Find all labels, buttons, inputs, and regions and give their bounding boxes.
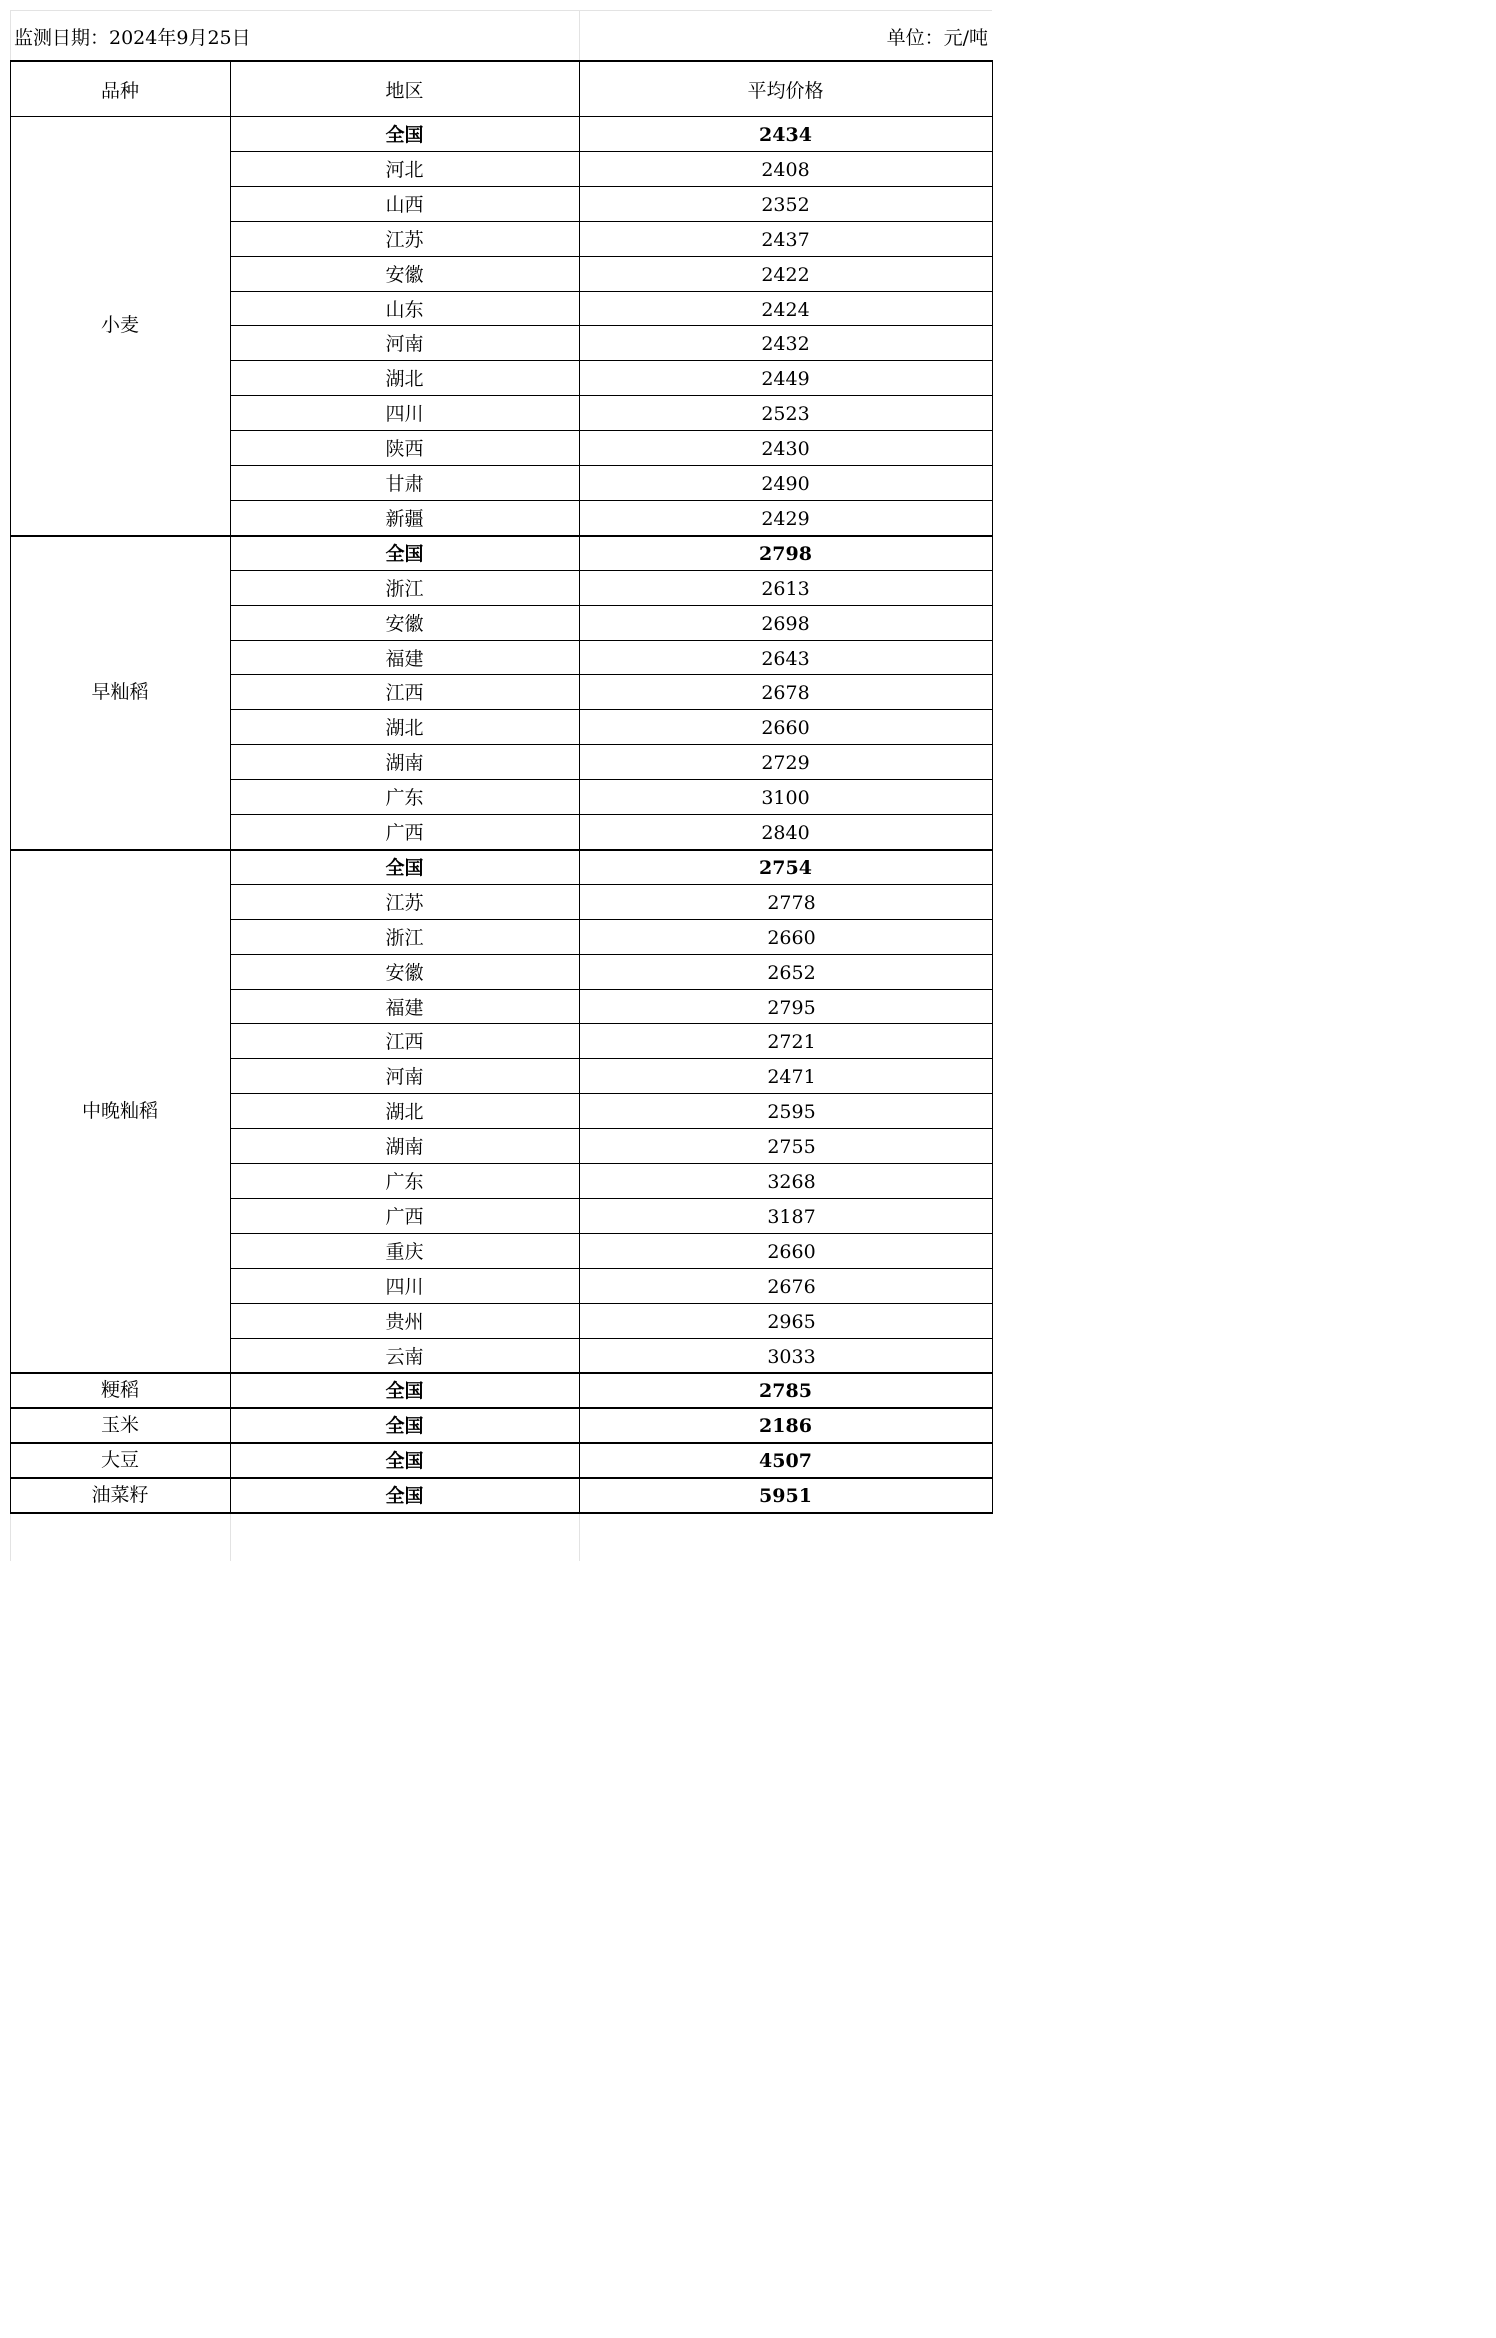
price-cell: 3100 [761,787,810,810]
variety-label: 玉米 [100,1413,139,1436]
variety-label: 油菜籽 [91,1483,149,1506]
region-cell: 湖北 [385,368,424,391]
region-cell: 湖北 [385,717,424,740]
group-bottom-border [10,535,993,537]
price-cell: 2186 [759,1415,812,1438]
grid-bottom-line-1 [230,1511,231,1561]
row-border [230,1093,993,1094]
grid-mid-line [579,10,580,62]
region-cell: 陕西 [385,438,424,461]
region-cell: 贵州 [385,1310,424,1333]
grid-left-line [10,10,11,62]
region-cell: 江西 [385,682,424,705]
table-right-border [992,1373,993,1408]
table-left-border [10,1478,11,1513]
region-cell: 湖南 [385,1136,424,1159]
group-bottom-border [10,1407,993,1409]
row-border [230,744,993,745]
header-left-border [10,61,11,117]
row-border [230,1023,993,1024]
row-border [230,1233,993,1234]
region-cell: 全国 [385,1380,424,1403]
region-cell: 河南 [385,333,424,356]
variety-label: 中晚籼稻 [81,1099,158,1122]
price-cell: 2429 [761,507,810,530]
row-border [230,1163,993,1164]
group-bottom-border [10,1372,993,1374]
region-cell: 广西 [385,1205,424,1228]
price-cell: 2434 [759,124,812,146]
region-cell: 新疆 [385,507,424,530]
price-cell: 2352 [761,193,810,216]
price-cell: 2660 [767,926,816,949]
price-cell: 2840 [761,822,810,844]
group-bottom-border [10,1512,993,1514]
row-border [230,1198,993,1199]
region-cell: 全国 [385,1415,424,1438]
price-cell: 3268 [767,1171,816,1193]
price-cell: 2678 [761,682,810,705]
variety-label: 早籼稻 [91,680,149,703]
region-cell: 浙江 [385,577,424,600]
row-border [230,605,993,606]
table-right-border [992,117,993,536]
price-cell: 2432 [761,333,810,356]
price-cell: 2471 [767,1066,816,1089]
region-cell: 江西 [385,1031,424,1054]
price-cell: 2755 [767,1136,816,1159]
column-header-variety: 品种 [100,80,139,102]
price-cell: 2778 [767,891,816,914]
column-divider-2 [579,850,580,1374]
price-cell: 4507 [759,1450,812,1473]
price-cell: 2660 [767,1240,816,1263]
row-border [230,1128,993,1129]
grid-bottom-line-2 [579,1511,580,1561]
region-cell: 江苏 [385,228,424,251]
region-cell: 山东 [385,298,424,321]
region-cell: 安徽 [385,961,424,984]
grid-bottom-line-0 [10,1511,11,1561]
row-border [230,779,993,780]
price-cell: 2595 [767,1101,816,1124]
price-cell: 2729 [761,752,810,775]
price-cell: 3187 [767,1205,816,1228]
region-cell: 湖北 [385,1101,424,1124]
region-cell: 浙江 [385,926,424,949]
variety-label: 小麦 [100,314,139,337]
price-cell: 2798 [759,542,812,565]
row-border [230,186,993,187]
row-border [230,395,993,396]
row-border [230,1058,993,1059]
price-cell: 2676 [767,1275,816,1298]
table-right-border [992,536,993,850]
row-border [230,989,993,990]
price-cell: 2490 [761,473,810,495]
price-cell: 2408 [761,158,810,181]
price-cell: 2437 [761,228,810,251]
region-cell: 安徽 [385,263,424,286]
header-bottom-border [10,116,993,117]
row-border [230,884,993,885]
region-cell: 全国 [385,124,424,146]
table-left-border [10,1408,11,1443]
row-border [230,1268,993,1269]
region-cell: 福建 [385,996,424,1019]
region-cell: 全国 [385,1450,424,1473]
row-border [230,674,993,675]
price-cell: 2613 [761,577,810,600]
row-border [230,954,993,955]
price-cell: 2754 [759,856,812,879]
row-border [230,221,993,222]
price-cell: 2652 [767,961,816,984]
row-border [230,430,993,431]
grid-top-line [10,10,992,11]
row-border [230,1303,993,1304]
row-border [230,256,993,257]
group-bottom-border [10,1477,993,1479]
unit-label: 单位：元/吨 [886,27,988,49]
price-cell: 2449 [761,368,810,391]
region-cell: 河南 [385,1066,424,1089]
table-right-border [992,1443,993,1478]
price-cell: 3033 [767,1345,816,1368]
group-bottom-border [10,1442,993,1444]
table-left-border [10,117,11,536]
variety-label: 粳稻 [100,1378,139,1401]
region-cell: 重庆 [385,1240,424,1263]
region-cell: 广东 [385,787,424,810]
region-cell: 甘肃 [385,473,424,495]
region-cell: 安徽 [385,612,424,635]
row-border [230,151,993,152]
table-left-border [10,536,11,850]
column-header-price: 平均价格 [747,80,824,102]
row-border [230,500,993,501]
region-cell: 湖南 [385,752,424,775]
table-left-border [10,1373,11,1408]
table-right-border [992,1408,993,1443]
region-cell: 四川 [385,1275,424,1298]
monitor-date: 监测日期：2024年9月25日 [14,27,251,49]
price-cell: 2721 [767,1031,816,1054]
header-col-divider-1 [230,61,231,117]
row-border [230,919,993,920]
table-right-border [992,1478,993,1513]
price-cell: 2785 [759,1380,812,1403]
variety-label: 大豆 [100,1448,139,1471]
row-border [230,360,993,361]
row-border [230,640,993,641]
table-left-border [10,1443,11,1478]
region-cell: 江苏 [385,891,424,914]
region-cell: 广东 [385,1171,424,1193]
region-cell: 四川 [385,403,424,426]
price-cell: 2660 [761,717,810,740]
price-cell: 2523 [761,403,810,426]
region-cell: 云南 [385,1345,424,1368]
price-table-sheet [0,0,1000,1563]
region-cell: 全国 [385,542,424,565]
region-cell: 全国 [385,856,424,879]
row-border [230,709,993,710]
header-col-divider-2 [579,61,580,117]
row-border [230,291,993,292]
row-border [230,465,993,466]
price-cell: 2422 [761,263,810,286]
row-border [230,325,993,326]
row-border [230,570,993,571]
price-cell: 2643 [761,647,810,670]
price-cell: 2424 [761,298,810,321]
price-cell: 2430 [761,438,810,461]
header-right-border [992,61,993,117]
column-header-region: 地区 [385,80,424,102]
price-cell: 2795 [767,996,816,1019]
region-cell: 山西 [385,193,424,216]
region-cell: 全国 [385,1485,424,1508]
group-bottom-border [10,849,993,851]
price-cell: 2698 [761,612,810,635]
header-top-border [10,60,993,62]
region-cell: 广西 [385,822,424,844]
price-cell: 5951 [759,1485,812,1508]
region-cell: 福建 [385,647,424,670]
region-cell: 河北 [385,158,424,181]
price-cell: 2965 [767,1310,816,1333]
table-left-border [10,850,11,1374]
row-border [230,814,993,815]
row-border [230,1338,993,1339]
